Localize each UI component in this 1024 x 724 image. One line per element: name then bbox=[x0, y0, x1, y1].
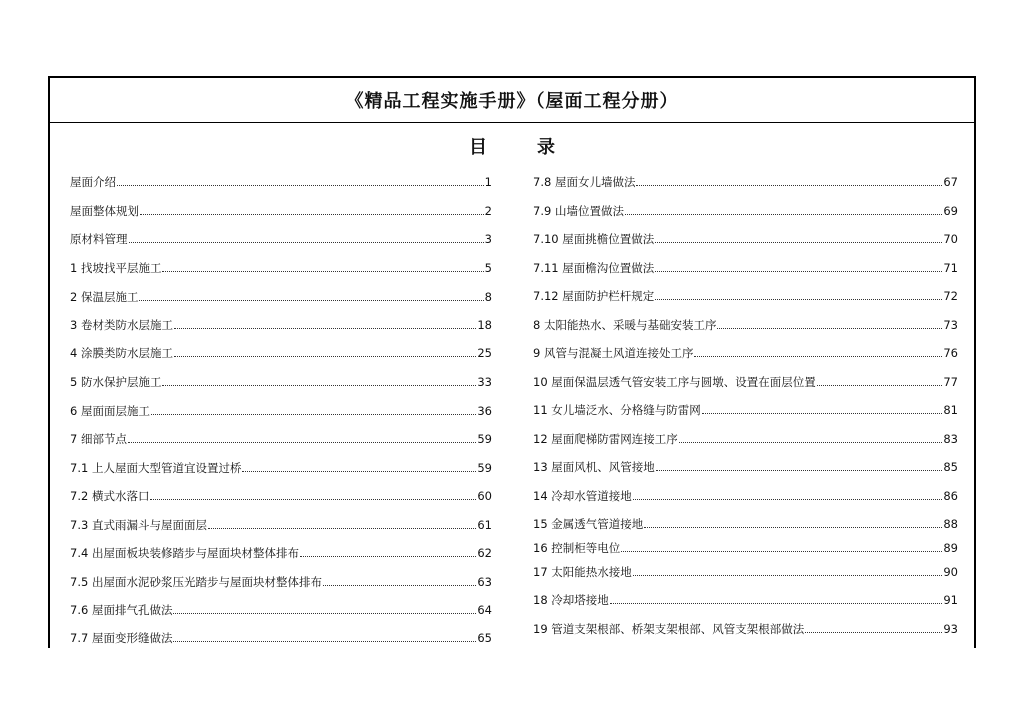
toc-entry bbox=[70, 459, 492, 475]
toc-entry-page-number: 67 bbox=[943, 175, 958, 189]
toc-entry-page-number: 18 bbox=[477, 318, 492, 332]
toc-leader-dots bbox=[139, 300, 483, 301]
toc-entry bbox=[70, 373, 492, 389]
toc-entry-label: 14 冷却水管道接地 bbox=[533, 489, 632, 503]
toc-entry-page-number: 90 bbox=[943, 565, 958, 579]
toc-entry bbox=[533, 316, 958, 332]
toc-entry bbox=[533, 487, 958, 503]
toc-entry bbox=[70, 629, 492, 645]
toc-entry-page-number: 65 bbox=[477, 631, 492, 645]
toc-entry bbox=[533, 259, 958, 275]
toc-entry-label: 9 风管与混凝土风道连接处工序 bbox=[533, 346, 694, 360]
document-title: 《精品工程实施手册》（屋面工程分册） bbox=[345, 91, 679, 112]
toc-entry-page-number: 88 bbox=[943, 517, 958, 531]
toc-leader-dots bbox=[242, 471, 476, 472]
toc-entry bbox=[70, 601, 492, 617]
toc-heading-char-2: 录 bbox=[537, 137, 555, 158]
toc-entry-page-number: 89 bbox=[943, 541, 958, 555]
toc-leader-dots bbox=[151, 414, 476, 415]
toc-entry-label: 7.3 直式雨漏斗与屋面面层 bbox=[70, 518, 207, 532]
toc-entry bbox=[70, 288, 492, 304]
toc-leader-dots bbox=[655, 299, 942, 300]
toc-entry-label: 12 屋面爬梯防雷网连接工序 bbox=[533, 432, 678, 446]
toc-entry-page-number: 72 bbox=[943, 289, 958, 303]
toc-leader-dots bbox=[323, 585, 476, 586]
toc-entry bbox=[533, 173, 958, 189]
toc-entry-label: 7.5 出屋面水泥砂浆压光踏步与屋面块材整体排布 bbox=[70, 575, 322, 589]
toc-leader-dots bbox=[129, 242, 484, 243]
toc-leader-dots bbox=[644, 527, 942, 528]
toc-entry-page-number: 70 bbox=[943, 232, 958, 246]
toc-entry bbox=[70, 316, 492, 332]
toc-entry-label: 7.11 屋面檐沟位置做法 bbox=[533, 261, 655, 275]
toc-entry-label: 6 屋面面层施工 bbox=[70, 404, 150, 418]
toc-leader-dots bbox=[655, 242, 942, 243]
toc-entry-page-number: 3 bbox=[484, 232, 492, 246]
toc-entry-label: 7.10 屋面挑檐位置做法 bbox=[533, 232, 655, 246]
toc-entry-label: 原材料管理 bbox=[70, 232, 128, 246]
toc-entry bbox=[533, 563, 958, 579]
toc-leader-dots bbox=[817, 385, 943, 386]
toc-entry-label: 17 太阳能热水接地 bbox=[533, 565, 632, 579]
toc-leader-dots bbox=[636, 185, 942, 186]
toc-entry-page-number: 33 bbox=[477, 375, 492, 389]
toc-entry bbox=[70, 173, 492, 189]
toc-entry bbox=[70, 402, 492, 418]
toc-entry-page-number: 5 bbox=[484, 261, 492, 275]
toc-leader-dots bbox=[117, 185, 484, 186]
toc-entry bbox=[70, 573, 492, 589]
toc-entry-page-number: 73 bbox=[943, 318, 958, 332]
toc-entry-page-number: 83 bbox=[943, 432, 958, 446]
toc-leader-dots bbox=[173, 613, 476, 614]
toc-leader-dots bbox=[633, 575, 943, 576]
toc-leader-dots bbox=[174, 328, 476, 329]
toc-entry bbox=[533, 230, 958, 246]
toc-entry-label: 18 冷却塔接地 bbox=[533, 593, 609, 607]
toc-entry bbox=[70, 430, 492, 446]
toc-entry-page-number: 8 bbox=[484, 290, 492, 304]
toc-entry bbox=[70, 344, 492, 360]
toc-leader-dots bbox=[300, 556, 476, 557]
toc-entry-page-number: 77 bbox=[943, 375, 958, 389]
toc-entry-page-number: 1 bbox=[484, 175, 492, 189]
toc-entry-page-number: 86 bbox=[943, 489, 958, 503]
toc-leader-dots bbox=[633, 499, 943, 500]
toc-leader-dots bbox=[173, 641, 476, 642]
toc-entry-label: 7.7 屋面变形缝做法 bbox=[70, 631, 173, 645]
toc-entry-page-number: 61 bbox=[477, 518, 492, 532]
toc-leader-dots bbox=[625, 214, 942, 215]
toc-leader-dots bbox=[140, 214, 484, 215]
toc-leader-dots bbox=[655, 271, 942, 272]
toc-leader-dots bbox=[208, 528, 476, 529]
toc-leader-dots bbox=[679, 442, 943, 443]
toc-entry bbox=[70, 487, 492, 503]
toc-entry-page-number: 63 bbox=[477, 575, 492, 589]
title-band bbox=[50, 78, 974, 123]
toc-entry bbox=[70, 516, 492, 532]
toc-entry bbox=[533, 373, 958, 389]
toc-entry-label: 13 屋面风机、风管接地 bbox=[533, 460, 655, 474]
toc-entry bbox=[533, 430, 958, 446]
toc-entry-page-number: 36 bbox=[477, 404, 492, 418]
toc-entry-label: 7.2 横式水落口 bbox=[70, 489, 150, 503]
toc-entry bbox=[533, 620, 958, 636]
toc-leader-dots bbox=[610, 603, 943, 604]
toc-entry bbox=[70, 230, 492, 246]
toc-entry-label: 4 涂膜类防水层施工 bbox=[70, 346, 173, 360]
toc-entry-page-number: 60 bbox=[477, 489, 492, 503]
toc-entry bbox=[70, 544, 492, 560]
toc-entry-label: 屋面整体规划 bbox=[70, 204, 139, 218]
toc-entry-label: 8 太阳能热水、采暖与基础安装工序 bbox=[533, 318, 717, 332]
toc-entry-label: 11 女儿墙泛水、分格缝与防雷网 bbox=[533, 403, 701, 417]
toc-entry-label: 7.1 上人屋面大型管道宜设置过桥 bbox=[70, 461, 242, 475]
toc-entry-page-number: 91 bbox=[943, 593, 958, 607]
toc-entry bbox=[533, 539, 958, 555]
toc-entry-label: 5 防水保护层施工 bbox=[70, 375, 162, 389]
toc-entry-page-number: 62 bbox=[477, 546, 492, 560]
toc-entry-page-number: 71 bbox=[943, 261, 958, 275]
toc-leader-dots bbox=[656, 470, 943, 471]
toc-leader-dots bbox=[150, 499, 476, 500]
toc-entry bbox=[533, 591, 958, 607]
toc-leader-dots bbox=[162, 385, 476, 386]
toc-entry-label: 10 屋面保温层透气管安装工序与圆墩、设置在面层位置 bbox=[533, 375, 816, 389]
toc-entry bbox=[70, 259, 492, 275]
toc-entry-label: 2 保温层施工 bbox=[70, 290, 139, 304]
toc-entry bbox=[533, 515, 958, 531]
toc-entry-label: 16 控制柜等电位 bbox=[533, 541, 621, 555]
toc-entry-page-number: 69 bbox=[943, 204, 958, 218]
toc-entry-label: 7.6 屋面排气孔做法 bbox=[70, 603, 173, 617]
page-frame bbox=[48, 76, 976, 648]
toc-entry bbox=[533, 287, 958, 303]
toc-entry-page-number: 76 bbox=[943, 346, 958, 360]
toc-entry-label: 7.12 屋面防护栏杆规定 bbox=[533, 289, 655, 303]
toc-entry-label: 3 卷材类防水层施工 bbox=[70, 318, 173, 332]
toc-entry-label: 7.9 山墙位置做法 bbox=[533, 204, 624, 218]
toc-entry bbox=[533, 401, 958, 417]
toc-entry-page-number: 93 bbox=[943, 622, 958, 636]
toc-entry-page-number: 85 bbox=[943, 460, 958, 474]
toc-leader-dots bbox=[128, 442, 476, 443]
toc-leader-dots bbox=[702, 413, 943, 414]
toc-entry bbox=[533, 344, 958, 360]
toc-entry-label: 19 管道支架根部、桥架支架根部、风管支架根部做法 bbox=[533, 622, 805, 636]
toc-entry bbox=[533, 458, 958, 474]
toc-leader-dots bbox=[717, 328, 942, 329]
toc-leader-dots bbox=[621, 551, 942, 552]
toc-leader-dots bbox=[805, 632, 942, 633]
toc-leader-dots bbox=[174, 356, 476, 357]
toc-entry-label: 7 细部节点 bbox=[70, 432, 127, 446]
toc-heading bbox=[50, 133, 974, 157]
toc-entry-label: 15 金属透气管道接地 bbox=[533, 517, 644, 531]
toc-entry-page-number: 2 bbox=[484, 204, 492, 218]
toc-leader-dots bbox=[694, 356, 942, 357]
toc-leader-dots bbox=[162, 271, 483, 272]
toc-heading-char-1: 目 bbox=[469, 137, 487, 158]
toc-entry bbox=[70, 202, 492, 218]
toc-entry-page-number: 64 bbox=[477, 603, 492, 617]
toc-entry-label: 屋面介绍 bbox=[70, 175, 116, 189]
toc-entry bbox=[533, 202, 958, 218]
toc-entry-page-number: 59 bbox=[477, 461, 492, 475]
toc-entry-label: 1 找坡找平层施工 bbox=[70, 261, 162, 275]
toc-entry-page-number: 25 bbox=[477, 346, 492, 360]
toc-entry-label: 7.4 出屋面板块装修踏步与屋面块材整体排布 bbox=[70, 546, 299, 560]
toc-entry-label: 7.8 屋面女儿墙做法 bbox=[533, 175, 636, 189]
toc-entry-page-number: 59 bbox=[477, 432, 492, 446]
toc-entry-page-number: 81 bbox=[943, 403, 958, 417]
